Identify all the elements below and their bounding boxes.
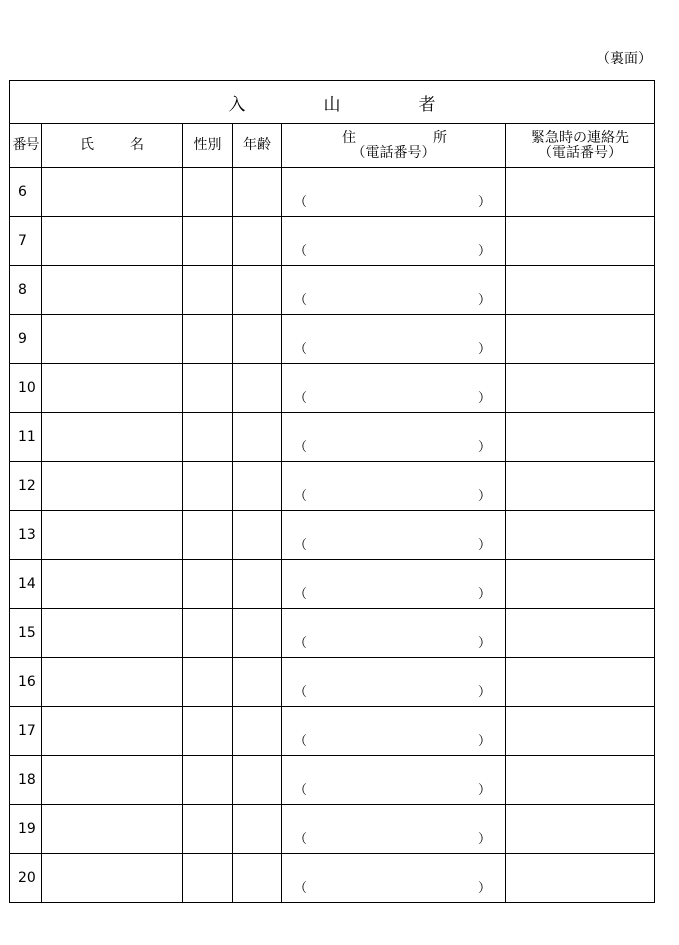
address-cell[interactable] — [282, 658, 506, 707]
table-row — [10, 560, 655, 609]
table-row — [10, 854, 655, 903]
title-char: 入 — [228, 94, 246, 115]
phone-paren-close: ） — [477, 342, 491, 357]
name-cell[interactable] — [42, 511, 183, 560]
emergency-cell[interactable] — [506, 462, 655, 511]
row-number: 20 — [10, 854, 42, 903]
phone-paren-close: ） — [477, 685, 491, 700]
phone-paren-open: （ — [294, 685, 308, 700]
age-cell[interactable] — [233, 413, 282, 462]
phone-paren-close: ） — [477, 489, 491, 504]
phone-paren-close: ） — [477, 734, 491, 749]
name-cell[interactable] — [42, 315, 183, 364]
phone-paren-close: ） — [477, 195, 491, 210]
phone-paren-open: （ — [294, 734, 308, 749]
phone-paren-close: ） — [477, 244, 491, 259]
header-emergency — [506, 124, 655, 168]
address-cell[interactable] — [282, 707, 506, 756]
address-cell[interactable] — [282, 462, 506, 511]
header-address-char: 所 — [433, 129, 447, 146]
age-cell[interactable] — [233, 854, 282, 903]
gender-cell[interactable] — [183, 413, 233, 462]
name-cell[interactable] — [42, 462, 183, 511]
phone-paren-open: （ — [294, 832, 308, 847]
age-cell[interactable] — [233, 462, 282, 511]
age-cell[interactable] — [233, 217, 282, 266]
header-name-char: 氏 — [80, 137, 94, 154]
table-row — [10, 413, 655, 462]
emergency-cell[interactable] — [506, 707, 655, 756]
gender-cell[interactable] — [183, 315, 233, 364]
table-row — [10, 756, 655, 805]
emergency-cell[interactable] — [506, 560, 655, 609]
row-number: 17 — [10, 707, 42, 756]
table-row — [10, 168, 655, 217]
phone-paren-close: ） — [477, 391, 491, 406]
row-number: 12 — [10, 462, 42, 511]
name-cell[interactable] — [42, 854, 183, 903]
gender-cell[interactable] — [183, 805, 233, 854]
row-number: 14 — [10, 560, 42, 609]
table-row — [10, 609, 655, 658]
row-number: 16 — [10, 658, 42, 707]
age-cell[interactable] — [233, 609, 282, 658]
phone-paren-open: （ — [294, 293, 308, 308]
address-cell[interactable] — [282, 609, 506, 658]
gender-cell[interactable] — [183, 609, 233, 658]
row-number: 13 — [10, 511, 42, 560]
address-cell[interactable] — [282, 217, 506, 266]
row-number: 8 — [10, 266, 42, 315]
phone-paren-close: ） — [477, 538, 491, 553]
header-name-char: 名 — [130, 137, 144, 154]
table-row — [10, 217, 655, 266]
gender-cell[interactable] — [183, 266, 233, 315]
row-number: 11 — [10, 413, 42, 462]
address-cell[interactable] — [282, 413, 506, 462]
phone-paren-open: （ — [294, 440, 308, 455]
name-cell[interactable] — [42, 266, 183, 315]
row-number: 6 — [10, 168, 42, 217]
title-char: 者 — [418, 94, 436, 115]
table-row — [10, 511, 655, 560]
header-address — [282, 124, 506, 168]
phone-paren-open: （ — [294, 587, 308, 602]
gender-cell[interactable] — [183, 560, 233, 609]
gender-cell[interactable] — [183, 707, 233, 756]
emergency-cell[interactable] — [506, 217, 655, 266]
age-cell[interactable] — [233, 805, 282, 854]
address-cell[interactable] — [282, 560, 506, 609]
gender-cell[interactable] — [183, 658, 233, 707]
emergency-cell[interactable] — [506, 658, 655, 707]
emergency-cell[interactable] — [506, 609, 655, 658]
phone-paren-close: ） — [477, 832, 491, 847]
climber-register-table — [9, 80, 655, 903]
title-cell — [10, 81, 655, 124]
header-address-title — [282, 131, 505, 146]
header-address-sub: （電話番号） — [351, 144, 436, 161]
age-cell[interactable] — [233, 315, 282, 364]
table-row — [10, 315, 655, 364]
name-cell[interactable] — [42, 805, 183, 854]
name-cell[interactable] — [42, 560, 183, 609]
emergency-cell[interactable] — [506, 413, 655, 462]
emergency-cell[interactable] — [506, 854, 655, 903]
phone-paren-open: （ — [294, 342, 308, 357]
name-cell[interactable] — [42, 658, 183, 707]
age-cell[interactable] — [233, 511, 282, 560]
address-cell[interactable] — [282, 168, 506, 217]
gender-cell[interactable] — [183, 364, 233, 413]
age-cell[interactable] — [233, 168, 282, 217]
gender-cell[interactable] — [183, 511, 233, 560]
name-cell[interactable] — [42, 168, 183, 217]
name-cell[interactable] — [42, 217, 183, 266]
title-row — [10, 81, 655, 124]
header-emergency-title: 緊急時の連絡先 — [531, 129, 630, 146]
header-number: 番号 — [10, 124, 42, 168]
row-number: 19 — [10, 805, 42, 854]
address-cell[interactable] — [282, 511, 506, 560]
table-row — [10, 364, 655, 413]
header-row — [10, 124, 655, 168]
table-row — [10, 707, 655, 756]
row-number: 15 — [10, 609, 42, 658]
name-cell[interactable] — [42, 364, 183, 413]
name-cell[interactable] — [42, 707, 183, 756]
phone-paren-close: ） — [477, 587, 491, 602]
phone-paren-open: （ — [294, 391, 308, 406]
table-row — [10, 266, 655, 315]
header-emergency-sub: （電話番号） — [538, 144, 623, 161]
address-cell[interactable] — [282, 266, 506, 315]
phone-paren-open: （ — [294, 244, 308, 259]
phone-paren-close: ） — [477, 293, 491, 308]
gender-cell[interactable] — [183, 462, 233, 511]
name-cell[interactable] — [42, 609, 183, 658]
emergency-cell[interactable] — [506, 315, 655, 364]
address-cell[interactable] — [282, 364, 506, 413]
row-number: 7 — [10, 217, 42, 266]
form-title — [10, 90, 654, 115]
phone-paren-open: （ — [294, 636, 308, 651]
emergency-cell[interactable] — [506, 168, 655, 217]
emergency-cell[interactable] — [506, 511, 655, 560]
address-cell[interactable] — [282, 805, 506, 854]
address-cell[interactable] — [282, 756, 506, 805]
phone-paren-open: （ — [294, 881, 308, 896]
row-number: 9 — [10, 315, 42, 364]
phone-paren-close: ） — [477, 636, 491, 651]
phone-paren-open: （ — [294, 195, 308, 210]
row-number: 18 — [10, 756, 42, 805]
age-cell[interactable] — [233, 756, 282, 805]
emergency-cell[interactable] — [506, 266, 655, 315]
age-cell[interactable] — [233, 364, 282, 413]
emergency-cell[interactable] — [506, 805, 655, 854]
age-cell[interactable] — [233, 266, 282, 315]
header-age: 年齢 — [233, 124, 282, 168]
phone-paren-open: （ — [294, 783, 308, 798]
age-cell[interactable] — [233, 560, 282, 609]
phone-paren-close: ） — [477, 881, 491, 896]
row-number: 10 — [10, 364, 42, 413]
name-cell[interactable] — [42, 413, 183, 462]
gender-cell[interactable] — [183, 168, 233, 217]
phone-paren-open: （ — [294, 489, 308, 504]
address-cell[interactable] — [282, 315, 506, 364]
table-row — [10, 462, 655, 511]
age-cell[interactable] — [233, 658, 282, 707]
phone-paren-close: ） — [477, 440, 491, 455]
phone-paren-open: （ — [294, 538, 308, 553]
title-char: 山 — [323, 94, 341, 115]
page-side-note: （裏面） — [596, 51, 652, 67]
gender-cell[interactable] — [183, 756, 233, 805]
name-cell[interactable] — [42, 756, 183, 805]
emergency-cell[interactable] — [506, 364, 655, 413]
address-cell[interactable] — [282, 854, 506, 903]
header-address-char: 住 — [342, 129, 356, 146]
phone-paren-close: ） — [477, 783, 491, 798]
age-cell[interactable] — [233, 707, 282, 756]
table-row — [10, 658, 655, 707]
header-gender: 性別 — [183, 124, 233, 168]
emergency-cell[interactable] — [506, 756, 655, 805]
table-row — [10, 805, 655, 854]
gender-cell[interactable] — [183, 217, 233, 266]
gender-cell[interactable] — [183, 854, 233, 903]
header-name — [42, 124, 183, 168]
